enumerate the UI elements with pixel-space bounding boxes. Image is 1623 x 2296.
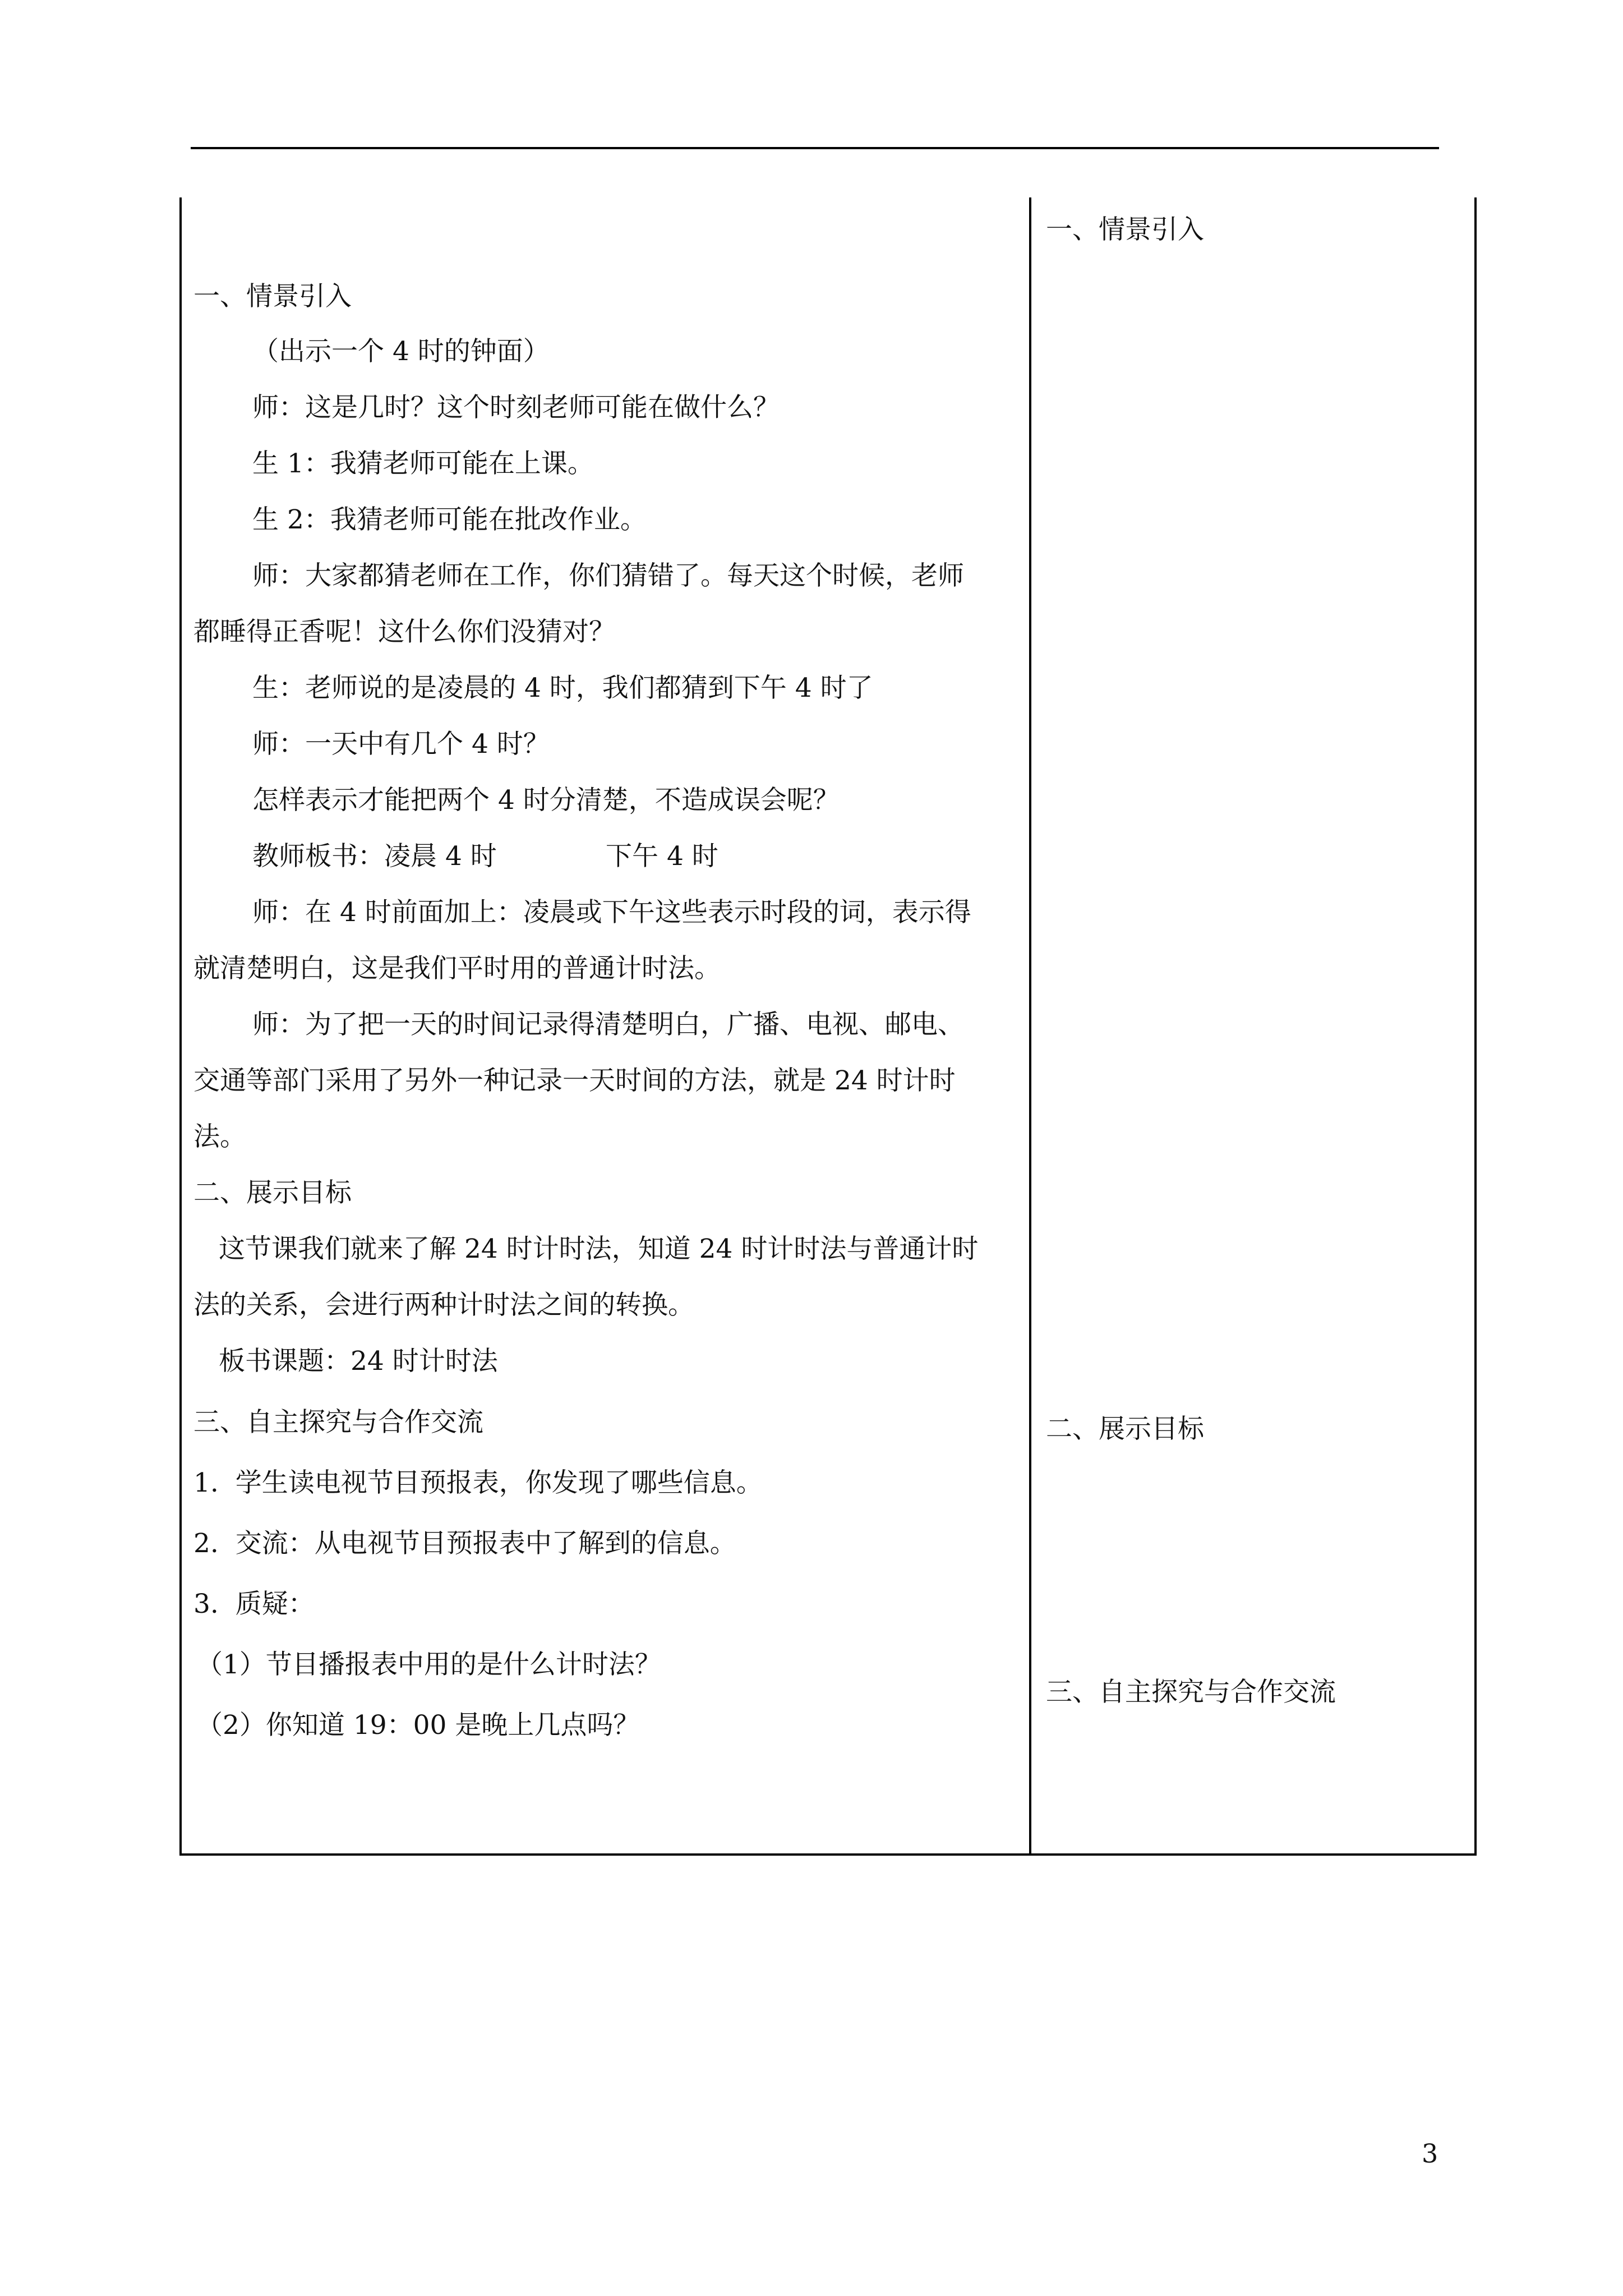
content-line: 师：在 4 时前面加上：凌晨或下午这些表示时段的词，表示得 bbox=[252, 897, 971, 928]
content-line: （出示一个 4 时的钟面） bbox=[252, 336, 550, 367]
content-line: 生：老师说的是凌晨的 4 时，我们都猜到下午 4 时了 bbox=[252, 673, 873, 703]
content-line: 教师板书：凌晨 4 时 下午 4 时 bbox=[252, 841, 718, 872]
table-border-bottom bbox=[179, 1853, 1477, 1856]
content-line: 师：这是几时？这个时刻老师可能在做什么？ bbox=[252, 392, 780, 423]
section-heading-explore: 三、自主探究与合作交流 bbox=[193, 1407, 483, 1438]
content-line: 板书课题：24 时计时法 bbox=[219, 1346, 498, 1377]
content-line: 师：大家都猜老师在工作，你们猜错了。每天这个时候，老师 bbox=[252, 560, 964, 591]
side-note-goals: 二、展示目标 bbox=[1046, 1414, 1204, 1444]
content-line: 这节课我们就来了解 24 时计时法，知道 24 时计时法与普通计时 bbox=[219, 1234, 979, 1264]
content-line: 法的关系，会进行两种计时法之间的转换。 bbox=[193, 1290, 694, 1320]
content-line: 怎样表示才能把两个 4 时分清楚，不造成误会呢？ bbox=[252, 785, 840, 816]
header-rule bbox=[191, 147, 1439, 149]
side-note-intro: 一、情景引入 bbox=[1046, 214, 1204, 245]
page-number: 3 bbox=[1422, 2138, 1438, 2169]
content-line: 师：为了把一天的时间记录得清楚明白，广播、电视、邮电、 bbox=[252, 1009, 964, 1040]
section-heading-intro: 一、情景引入 bbox=[193, 281, 352, 312]
table-border-right bbox=[1474, 197, 1477, 1856]
content-line: 法。 bbox=[193, 1121, 246, 1152]
content-line: 师：一天中有几个 4 时？ bbox=[252, 729, 550, 760]
content-line: 就清楚明白，这是我们平时用的普通计时法。 bbox=[193, 953, 721, 984]
section-heading-goals: 二、展示目标 bbox=[193, 1177, 352, 1208]
content-line: 交通等部门采用了另外一种记录一天时间的方法，就是 24 时计时 bbox=[193, 1065, 956, 1096]
list-item: （2）你知道 19：00 是晚上几点吗？ bbox=[196, 1710, 640, 1741]
list-item: （1）节目播报表中用的是什么计时法？ bbox=[196, 1649, 661, 1680]
table-column-divider bbox=[1029, 197, 1031, 1856]
list-item: 2. 交流：从电视节目预报表中了解到的信息。 bbox=[193, 1528, 736, 1559]
content-line: 生 2：我猜老师可能在批改作业。 bbox=[252, 504, 647, 535]
content-line: 生 1：我猜老师可能在上课。 bbox=[252, 448, 594, 479]
list-item: 3. 质疑： bbox=[193, 1589, 315, 1619]
table-border-left bbox=[179, 197, 182, 1856]
list-item: 1. 学生读电视节目预报表，你发现了哪些信息。 bbox=[193, 1467, 763, 1498]
side-note-explore: 三、自主探究与合作交流 bbox=[1046, 1677, 1336, 1708]
content-line: 都睡得正香呢！这什么你们没猜对？ bbox=[193, 616, 615, 647]
